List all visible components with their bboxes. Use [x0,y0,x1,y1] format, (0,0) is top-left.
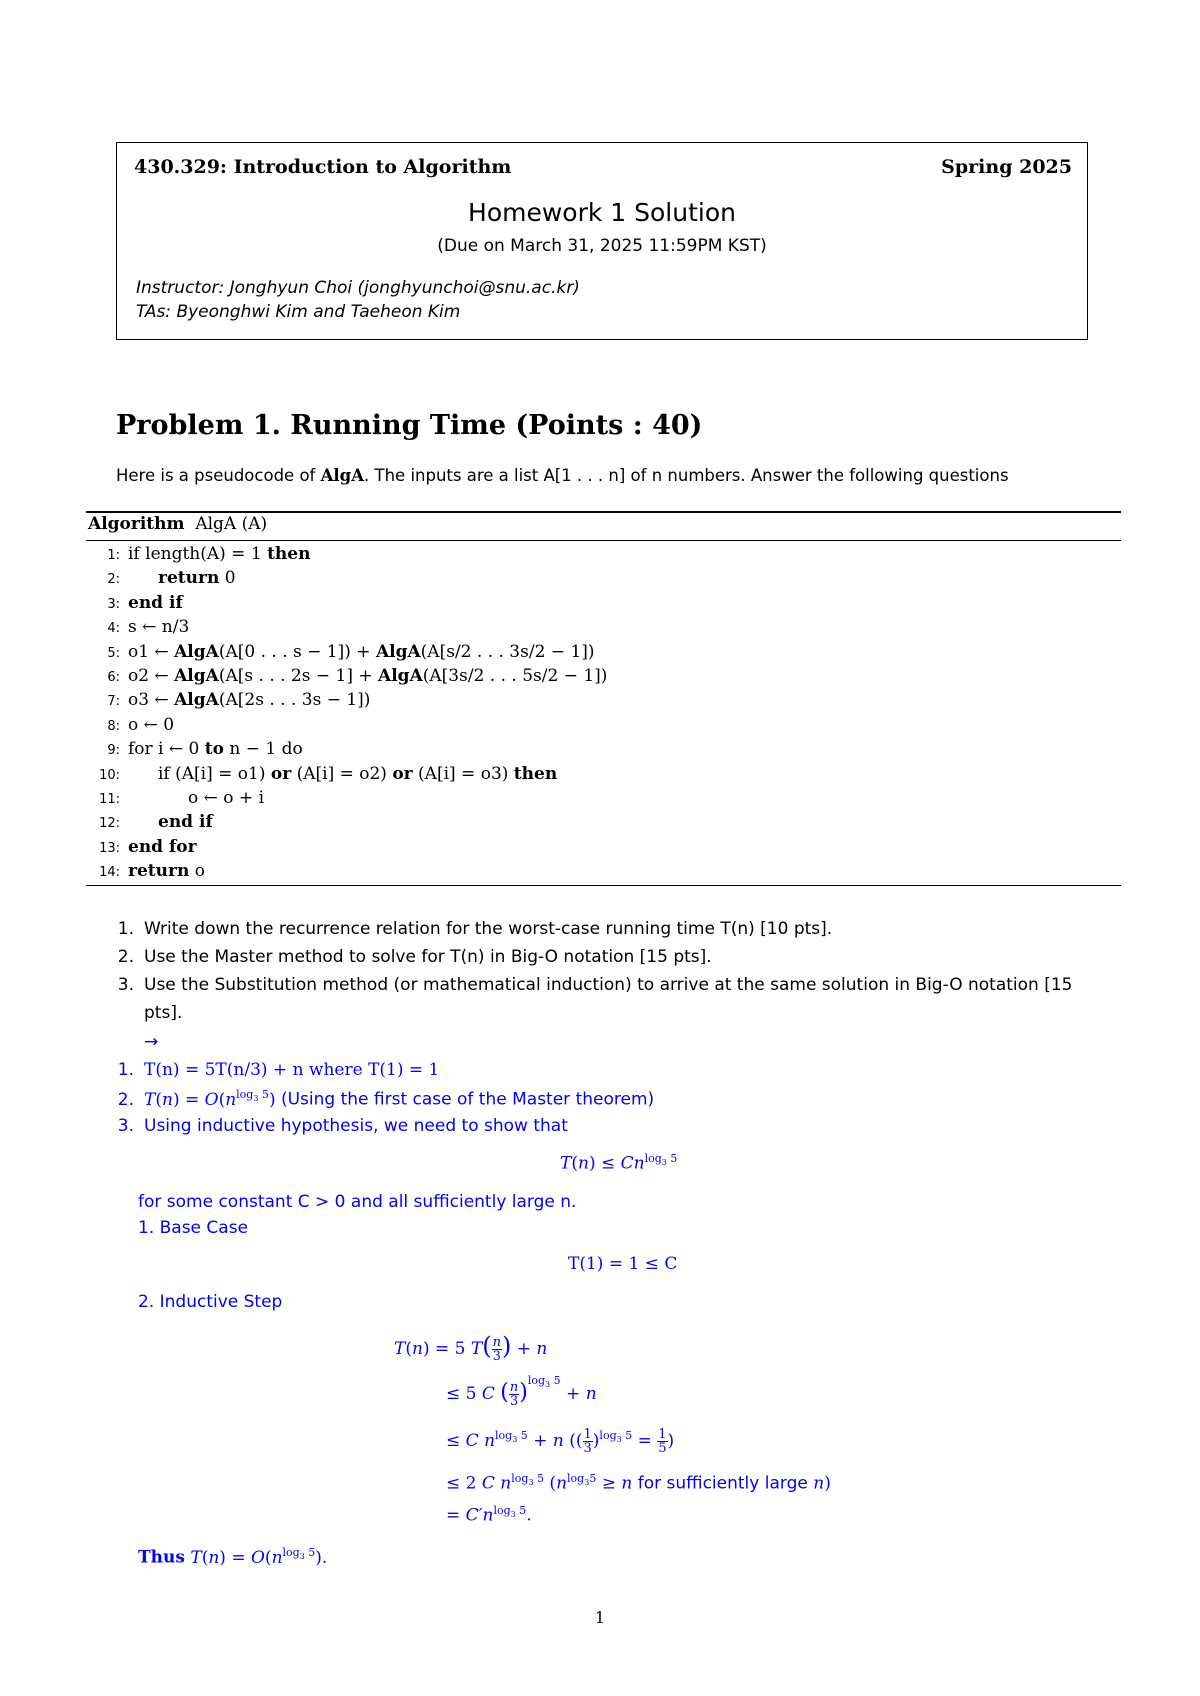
line-number: 10: [99,767,120,783]
intro-post: . The inputs are a list A[1 . . . n] of n numbers. Answer the following questions [364,466,1009,485]
line-code: s ← n/3 [128,617,190,638]
line-number: 6: [107,670,120,685]
algorithm-line [86,739,303,763]
line-number: 4: [107,621,120,637]
line-number: 9: [107,743,120,759]
algorithm-line [86,861,205,885]
semester: Spring 2025 [941,156,1072,178]
question-1: 1. Write down the recurrence relation for the worst-case running time T(n) [10 pts]. [117,919,833,939]
line-number: 5: [107,645,120,661]
line-code: return o [128,861,205,882]
hypothesis-equation: $T(n) \le Cn^{log_3 5}$ [560,1152,678,1174]
line-code: o3 ← AlgA(A[2s . . . 3s − 1]) [128,690,371,711]
answer-1: 1. T(n) = 5T(n/3) + n where T(1) = 1 [117,1060,440,1080]
page-number: 1 [594,1608,606,1627]
homework-title: Homework 1 Solution [468,198,736,227]
algorithm-top-rule [86,511,1121,513]
answer-3: 3. Using inductive hypothesis, we need to show that [117,1116,568,1136]
derivation-line-2: ≤ 5 C ( $\frac{n}{3}$ )$^{log_3 5}$ + n [446,1374,597,1409]
line-number: 11: [99,792,120,807]
algorithm-line [86,593,183,617]
solution-arrow: → [144,1032,159,1052]
algorithm-line [86,764,557,788]
intro-pre: Here is a pseudocode of [116,466,321,485]
algorithm-header [88,514,267,534]
constant-note: for some constant C > 0 and all sufficiently large n. [138,1192,577,1212]
line-code: o1 ← AlgA(A[0 . . . s − 1]) + AlgA(A[s/2 . . . 3s/2 − 1]) [128,641,595,662]
algorithm-line [86,690,370,714]
algorithm-mid-rule [86,540,1121,541]
inductive-step-heading: 2. Inductive Step [138,1292,283,1312]
line-code: o2 ← AlgA(A[s . . . 2s − 1] + AlgA(A[3s/2 . . . 5s/2 − 1]) [128,666,608,686]
algorithm-bottom-rule [86,885,1121,886]
line-code: for i ← 0 to n − 1 do [128,739,303,760]
line-code: if (A[i] = o1) or (A[i] = o2) or (A[i] = o3) then [158,763,558,784]
problem-title: Problem 1. Running Time (Points : 40) [116,410,703,441]
line-code: return 0 [158,568,236,589]
algorithm-line [86,568,236,592]
base-case-equation: T(1) = 1 ≤ C [568,1254,678,1274]
intro-alg-name: AlgA [320,466,365,485]
line-number: 13: [99,840,120,856]
line-code: end if [128,592,183,613]
line-code: end for [128,836,197,857]
algorithm-line [86,642,595,666]
line-number: 12: [99,816,120,832]
derivation-line-5: = $C'n^{log_3 5}$. [446,1504,532,1526]
question-2: 2. Use the Master method to solve for T(n) in Big-O notation [15 pts]. [117,947,712,967]
algorithm-line [86,715,174,739]
line-number: 14: [99,865,120,881]
line-code: o ← 0 [128,714,175,735]
base-case-heading: 1. Base Case [138,1218,249,1238]
line-number: 7: [107,694,120,710]
line-code: if length(A) = 1 then [128,544,311,564]
algorithm-line [86,812,213,836]
algorithm-line [86,617,189,641]
tas-line: TAs: Byeonghwi Kim and Taeheon Kim [136,302,461,322]
algorithm-line [86,544,310,568]
problem-intro [116,466,1009,485]
algorithm-line [86,788,264,812]
line-number: 8: [107,718,120,734]
algorithm-line [86,666,607,690]
algorithm-name: AlgA (A) [195,514,268,534]
due-date: (Due on March 31, 2025 11:59PM KST) [437,236,767,256]
derivation-line-4: ≤ 2 C $n^{log_3 5}$ ($n^{log_35} \ge n$ for sufficiently large n) [446,1472,831,1494]
conclusion: Thus $T(n) = O(n^{log_3 5})$. [138,1546,328,1568]
derivation-line-1: T(n) = 5 T( $\frac{n}{3}$ ) + n [394,1332,548,1364]
derivation-line-3: ≤ C $n^{log_3 5} + n$ (( $\frac{1}{3}$ )$^{log_3 5}$ = $\frac{1}{5}$ ) [446,1427,675,1456]
line-code: end if [158,812,213,833]
line-number: 1: [107,548,120,563]
algorithm-line [86,837,197,861]
algorithm-label: Algorithm [88,514,185,534]
answer-2: 2. $T(n) = O(n^{log_3 5})$ (Using the first case of the Master theorem) [117,1088,655,1110]
course-code: 430.329: Introduction to Algorithm [134,156,512,178]
question-3-continuation: pts]. [144,1003,183,1023]
line-code: o ← o + i [188,788,265,808]
instructor-line: Instructor: Jonghyun Choi (jonghyunchoi@snu.ac.kr) [136,278,580,298]
question-3: 3. Use the Substitution method (or mathematical induction) to arrive at the same solution in Big-O notation [15 [117,975,1073,995]
line-number: 2: [107,572,120,588]
line-number: 3: [107,596,120,612]
